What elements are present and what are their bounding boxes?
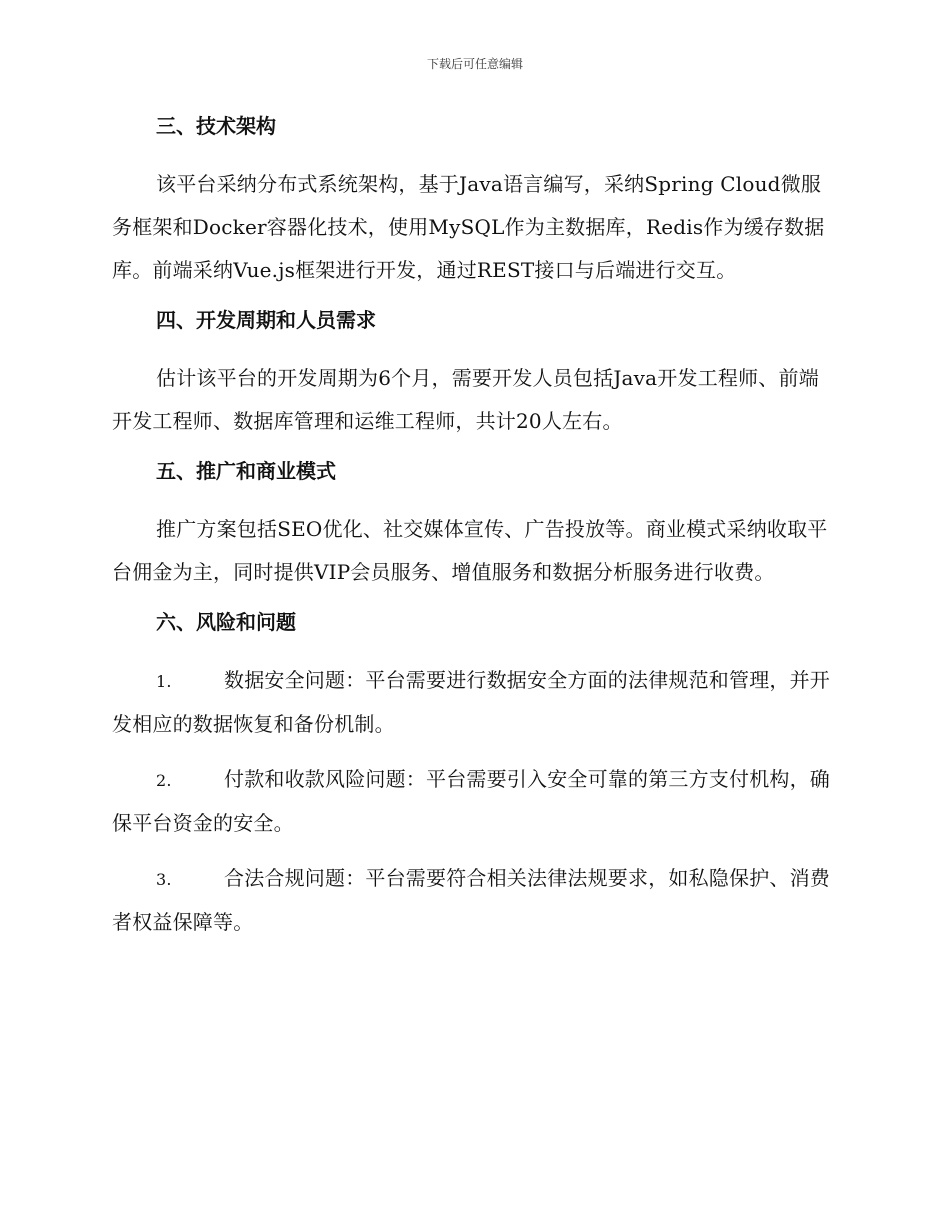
list-item-number: 2.	[156, 771, 172, 790]
section-paragraph-promotion: 推广方案包括SEO优化、社交媒体宣传、广告投放等。商业模式采纳收取平台佣金为主，同时提供VIP会员服务、增值服务和数据分析服务进行收费。	[112, 517, 828, 584]
section-heading-risks: 六、风险和问题	[156, 610, 296, 634]
section-heading-promotion: 五、推广和商业模式	[156, 459, 336, 483]
header-note: 下载后可任意编辑	[426, 57, 523, 71]
list-item-text: 数据安全问题：平台需要进行数据安全方面的法律规范和管理，并开发相应的数据恢复和备份机制。	[112, 668, 830, 736]
list-item-text: 付款和收款风险问题：平台需要引入安全可靠的第三方支付机构，确保平台资金的安全。	[112, 767, 830, 835]
section-paragraph-tech-architecture: 该平台采纳分布式系统架构，基于Java语言编写，采纳Spring Cloud微服务框架和Docker容器化技术，使用MySQL作为主数据库，Redis作为缓存数据库。前端采纳Vue.js框架进行开发，通过REST接口与后端进行交互。	[112, 172, 825, 282]
list-item	[112, 857, 834, 944]
list-item-text: 合法合规问题：平台需要符合相关法律法规要求，如私隐保护、消费者权益保障等。	[112, 866, 830, 934]
section-heading-dev-cycle: 四、开发周期和人员需求	[156, 308, 376, 332]
section-heading-tech-architecture: 三、技术架构	[156, 114, 276, 138]
document-body	[112, 110, 834, 956]
list-item-number: 3.	[156, 870, 172, 889]
list-item	[112, 758, 834, 845]
list-item	[112, 659, 834, 746]
list-item-number: 1.	[156, 672, 172, 691]
section-paragraph-dev-cycle: 估计该平台的开发周期为6个月，需要开发人员包括Java开发工程师、前端开发工程师、数据库管理和运维工程师，共计20人左右。	[112, 366, 819, 433]
